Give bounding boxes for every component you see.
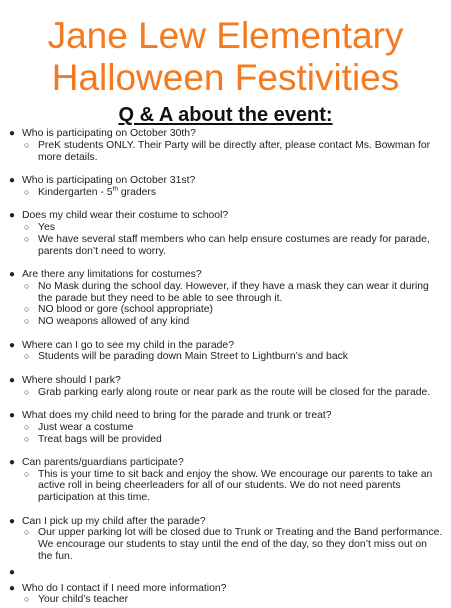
answer-item <box>0 281 451 305</box>
answer-text-post: graders <box>117 186 157 198</box>
answer-item <box>0 140 451 164</box>
answer-text: No Mask during the school day. However, if they have a mask they can wear it during the parade but they need to be able to see through it. <box>38 280 429 304</box>
subtitle-text: Q & A about the event: <box>118 104 333 126</box>
question-text: Who do I contact if I need more information? <box>22 582 227 594</box>
question-text: Where should I park? <box>22 374 121 386</box>
question-item <box>0 410 451 422</box>
question-item <box>0 175 451 187</box>
bullet-icon: ● <box>9 268 16 280</box>
circle-bullet-icon: ○ <box>24 316 30 327</box>
answer-text: This is your time to sit back and enjoy the show. We encourage our parents to take an active roll in being cheerleaders for all of our students. We do not need parents participation at this time. <box>38 468 433 504</box>
question-item <box>0 210 451 222</box>
question-item <box>0 583 451 595</box>
bullet-icon: ● <box>9 515 16 527</box>
bullet-icon: ● <box>9 174 16 186</box>
answer-text: Just wear a costume <box>38 421 134 433</box>
answer-text: Yes <box>38 221 55 233</box>
circle-bullet-icon: ○ <box>24 280 30 291</box>
question-item <box>0 457 451 469</box>
question-text: Does my child wear their costume to school? <box>22 210 229 222</box>
answer-text: Grab parking early along route or near park as the route will be closed for the parade. <box>38 386 431 398</box>
answer-text: We have several staff members who can help ensure costumes are ready for parade, parents don’t need to worry. <box>38 233 430 257</box>
circle-bullet-icon: ○ <box>24 386 30 397</box>
answer-text: Students will be parading down Main Street to Lightburn’s and back <box>38 351 348 363</box>
answer-item <box>0 422 451 434</box>
bullet-icon: ● <box>9 582 16 594</box>
question-text: What does my child need to bring for the parade and trunk or treat? <box>22 409 332 421</box>
question-text: Who is participating on October 30th? <box>22 128 196 139</box>
answer-text: Treat bags will be provided <box>38 433 162 445</box>
circle-bullet-icon: ○ <box>24 421 30 432</box>
bullet-icon: ● <box>9 210 16 222</box>
bullet-icon: ● <box>9 374 16 386</box>
answer-item <box>0 222 451 234</box>
answer-item <box>0 594 451 606</box>
circle-bullet-icon: ○ <box>24 139 30 150</box>
bullet-icon: ● <box>9 128 16 139</box>
question-text: Can I pick up my child after the parade? <box>22 515 206 527</box>
answer-text: NO blood or gore (school appropriate) <box>38 304 214 316</box>
question-item <box>0 269 451 281</box>
answer-text-pre: Kindergarten - 5 <box>38 186 113 198</box>
answer-text: Your child’s teacher <box>38 594 129 606</box>
bullet-icon: ● <box>9 409 16 421</box>
answer-item <box>0 304 451 316</box>
answer-item <box>0 527 451 562</box>
bullet-icon: ● <box>9 566 16 578</box>
answer-item <box>0 187 451 199</box>
answer-item <box>0 434 451 446</box>
answer-text-sup: th <box>112 185 118 193</box>
circle-bullet-icon: ○ <box>24 186 30 197</box>
answer-text: NO weapons allowed of any kind <box>38 316 190 328</box>
question-text: Can parents/guardians participate? <box>22 456 184 468</box>
question-item <box>0 375 451 387</box>
answer-item <box>0 469 451 504</box>
title-line-1: Jane Lew Elementary <box>47 15 404 56</box>
answer-item <box>0 234 451 258</box>
question-text: Where can I go to see my child in the parade? <box>22 339 234 351</box>
circle-bullet-icon: ○ <box>24 468 30 479</box>
qa-list <box>0 128 451 606</box>
bullet-icon: ● <box>9 456 16 468</box>
question-item <box>0 340 451 352</box>
circle-bullet-icon: ○ <box>24 233 30 244</box>
circle-bullet-icon: ○ <box>24 221 30 232</box>
subtitle <box>0 103 451 127</box>
circle-bullet-icon: ○ <box>24 527 30 538</box>
answer-item <box>0 316 451 328</box>
answer-item <box>0 351 451 363</box>
question-item <box>0 516 451 528</box>
circle-bullet-icon: ○ <box>24 433 30 444</box>
empty-list-item <box>0 567 451 579</box>
question-text: Who is participating on October 31st? <box>22 174 196 186</box>
question-text: Are there any limitations for costumes? <box>22 268 202 280</box>
question-item <box>0 128 451 140</box>
circle-bullet-icon: ○ <box>24 594 30 605</box>
answer-text: Our upper parking lot will be closed due to Trunk or Treating and the Band performance. We encourage our students to stay until the end of the day, so they don’t miss out on the fun. <box>38 527 443 563</box>
answer-item <box>0 387 451 399</box>
circle-bullet-icon: ○ <box>24 304 30 315</box>
bullet-icon: ● <box>9 339 16 351</box>
answer-text: PreK students ONLY. Their Party will be directly after, please contact Ms. Bowman for more details. <box>38 139 431 163</box>
circle-bullet-icon: ○ <box>24 351 30 362</box>
title-line-2: Halloween Festivities <box>51 57 400 98</box>
